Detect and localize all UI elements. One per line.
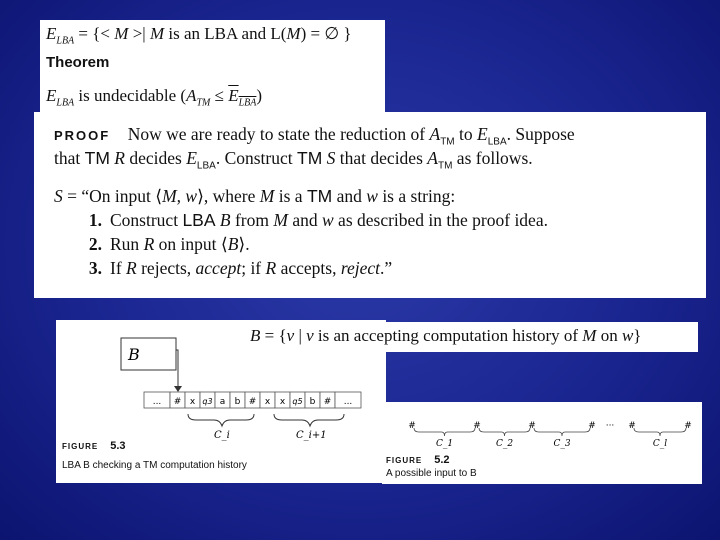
- brace-ci-plus-1: [274, 414, 344, 426]
- step-2: 2. Run R on input ⟨B⟩.: [88, 234, 250, 254]
- separator-symbol: #: [473, 421, 481, 431]
- figure-5-2-label: FIGURE 5.2: [386, 454, 450, 466]
- separator-symbol: #: [684, 421, 692, 431]
- separator-symbol: #: [408, 421, 416, 431]
- theorem-heading: Theorem: [46, 54, 110, 71]
- figure-5-3-caption: LBA B checking a TM computation history: [62, 460, 247, 471]
- e-lba-definition: $E_{LBA}$ = {< M >| M is an LBA and L(M) = ∅ }: [46, 24, 352, 47]
- config-brace: [479, 428, 530, 436]
- config-label: C_1: [435, 439, 454, 449]
- config-brace: [634, 428, 686, 436]
- tape-symbol: x: [189, 397, 196, 407]
- proof-line-2: that TM R decides $E_{LBA}$. Construct TM S that decides $A_{TM}$ as follows.: [54, 148, 533, 172]
- figure-5-3-label: FIGURE 5.3: [62, 440, 126, 452]
- separator-symbol: #: [528, 421, 536, 431]
- history-braces: [414, 428, 686, 449]
- separator-symbol: #: [628, 421, 636, 431]
- config-label: C_2: [495, 439, 514, 449]
- config-brace: [534, 428, 590, 436]
- proof-label: PROOF: [54, 128, 111, 143]
- config-label: C_3: [553, 439, 571, 449]
- tape-symbol: x: [264, 397, 271, 407]
- config-brace: [414, 428, 475, 436]
- brace-ci: [188, 414, 254, 426]
- tape-symbol: x: [279, 397, 286, 407]
- tape-symbol: ...: [343, 397, 353, 407]
- tape-symbol: #: [173, 397, 182, 407]
- b-definition-panel: [246, 322, 698, 352]
- separator-symbol: #: [588, 421, 596, 431]
- tape: [144, 392, 361, 408]
- tape-symbol: b: [309, 397, 316, 407]
- config-label: C_l: [652, 439, 668, 449]
- proof-line-1: PROOF Now we are ready to state the reduction of $A_{TM}$ to $E_{LBA}$. Suppose: [54, 124, 575, 148]
- b-definition: B = {v | v is an accepting computation history of M on w}: [250, 326, 642, 345]
- tape-symbol: ...: [152, 397, 162, 407]
- tape-symbol: #: [323, 397, 332, 407]
- brace-label-ci-plus-1: C_i+1: [296, 430, 327, 441]
- arrow-head-icon: [174, 386, 182, 392]
- definition-panel: [40, 20, 385, 120]
- theorem-statement: $E_{LBA}$ is undecidable $(A_{TM} \le E_{LBA})$: [46, 86, 263, 109]
- lba-box-label: B: [128, 345, 140, 364]
- history-separators: [408, 421, 692, 431]
- tape-symbol: q5: [292, 397, 303, 406]
- figure-5-2-caption: A possible input to B: [386, 468, 477, 479]
- tape-symbol: #: [248, 397, 257, 407]
- tape-symbol: b: [234, 397, 241, 407]
- proof-panel: [34, 112, 706, 298]
- tape-symbol: q3: [202, 397, 213, 406]
- s-definition: S = “On input ⟨M, w⟩, where M is a TM and w is a string:: [54, 186, 456, 206]
- figure-5-2-panel: [382, 402, 702, 484]
- step-3: 3. If R rejects, accept; if R accepts, reject.”: [88, 258, 393, 278]
- step-1: 1. Construct LBA B from M and w as described in the proof idea.: [88, 210, 548, 230]
- tape-symbol: a: [219, 397, 226, 407]
- separator-symbol: ···: [605, 421, 615, 431]
- brace-label-ci: C_i: [214, 430, 230, 441]
